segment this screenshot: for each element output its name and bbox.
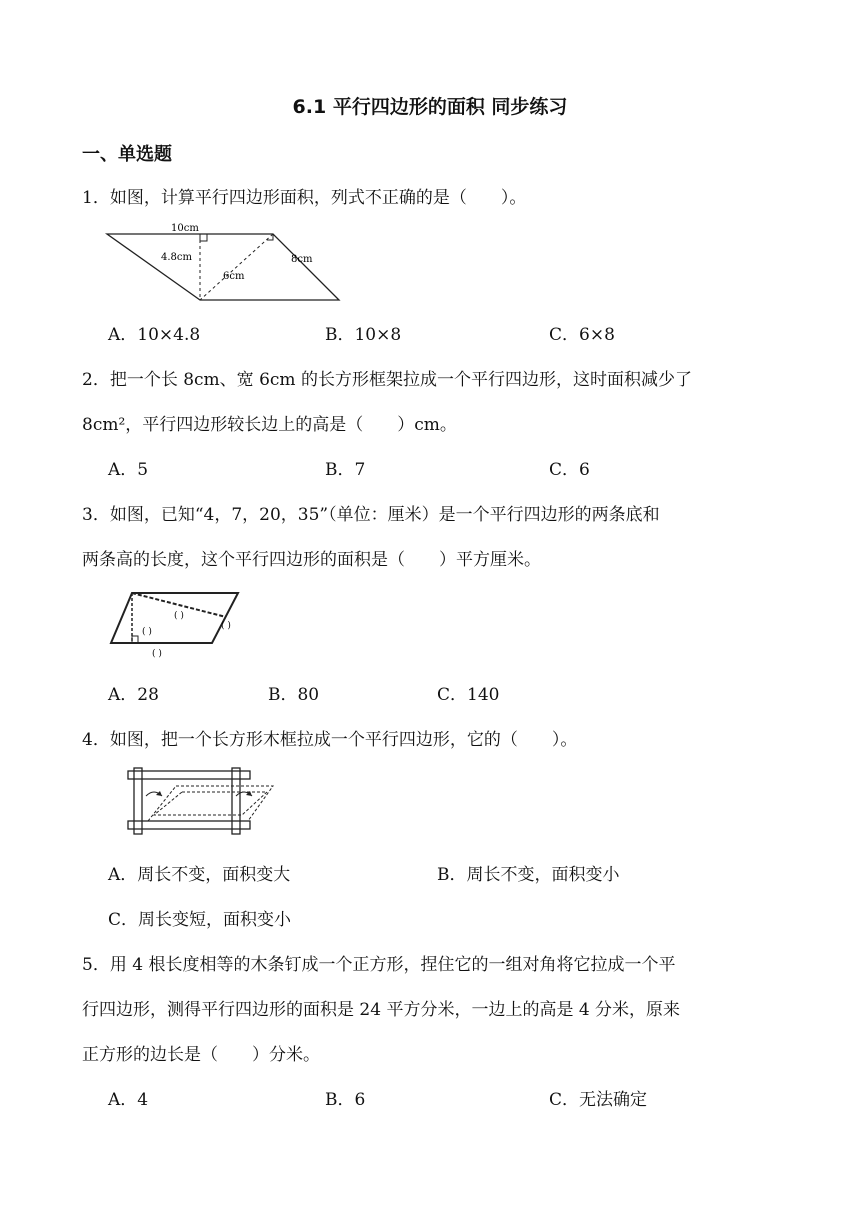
question-2-option-c[interactable]: C．6 bbox=[549, 460, 590, 480]
question-3-option-b[interactable]: B．80 bbox=[268, 685, 320, 705]
question-3-option-a[interactable]: A．28 bbox=[108, 685, 159, 705]
figure-3-blank-4: ( ) bbox=[152, 649, 162, 659]
section-heading: 一、单选题 bbox=[82, 144, 172, 165]
question-5-option-a[interactable]: A．4 bbox=[108, 1090, 149, 1110]
question-4-option-a[interactable]: A．周长不变，面积变大 bbox=[108, 865, 291, 885]
question-1-figure bbox=[105, 222, 345, 304]
page-title: 6.1 平行四边形的面积 同步练习 bbox=[292, 96, 568, 118]
question-1-option-c[interactable]: C．6×8 bbox=[549, 325, 615, 345]
question-3-option-c[interactable]: C．140 bbox=[437, 685, 500, 705]
question-4-option-b[interactable]: B．周长不变，面积变小 bbox=[437, 865, 620, 885]
figure-1-label-slant: 6cm bbox=[223, 271, 245, 282]
question-4-figure bbox=[128, 768, 278, 838]
figure-3-blank-2: ( ) bbox=[221, 621, 231, 631]
figure-3-blank-3: ( ) bbox=[142, 627, 152, 637]
question-5-line-1: 5．用 4 根长度相等的木条钉成一个正方形，捏住它的一组对角将它拉成一个平 bbox=[82, 955, 676, 975]
question-5-line-2: 行四边形，测得平行四边形的面积是 24 平方分米，一边上的高是 4 分米，原来 bbox=[82, 1000, 681, 1020]
figure-1-label-top: 10cm bbox=[171, 223, 199, 234]
question-2-option-a[interactable]: A．5 bbox=[108, 460, 149, 480]
question-2-option-b[interactable]: B．7 bbox=[325, 460, 366, 480]
question-1-line-1: 1．如图，计算平行四边形面积，列式不正确的是（ ）。 bbox=[82, 188, 527, 208]
figure-3-blank-1: ( ) bbox=[174, 611, 184, 621]
question-3-line-2: 两条高的长度，这个平行四边形的面积是（ ）平方厘米。 bbox=[82, 550, 541, 570]
question-2-line-2: 8cm²，平行四边形较长边上的高是（ ）cm。 bbox=[82, 415, 457, 435]
question-1-option-a[interactable]: A．10×4.8 bbox=[108, 325, 201, 345]
figure-1-label-side: 8cm bbox=[291, 254, 313, 265]
question-3-figure bbox=[108, 590, 248, 660]
question-1-option-b[interactable]: B．10×8 bbox=[325, 325, 402, 345]
figure-1-label-height: 4.8cm bbox=[161, 252, 192, 263]
question-4-option-c[interactable]: C．周长变短，面积变小 bbox=[108, 910, 292, 930]
question-2-line-1: 2．把一个长 8cm、宽 6cm 的长方形框架拉成一个平行四边形，这时面积减少了 bbox=[82, 370, 692, 390]
question-5-option-b[interactable]: B．6 bbox=[325, 1090, 366, 1110]
question-3-line-1: 3．如图，已知“4，7，20，35”（单位：厘米）是一个平行四边形的两条底和 bbox=[82, 505, 660, 525]
question-5-option-c[interactable]: C．无法确定 bbox=[549, 1090, 648, 1110]
question-5-line-3: 正方形的边长是（ ）分米。 bbox=[82, 1045, 320, 1065]
question-4-line-1: 4．如图，把一个长方形木框拉成一个平行四边形，它的（ ）。 bbox=[82, 730, 578, 750]
